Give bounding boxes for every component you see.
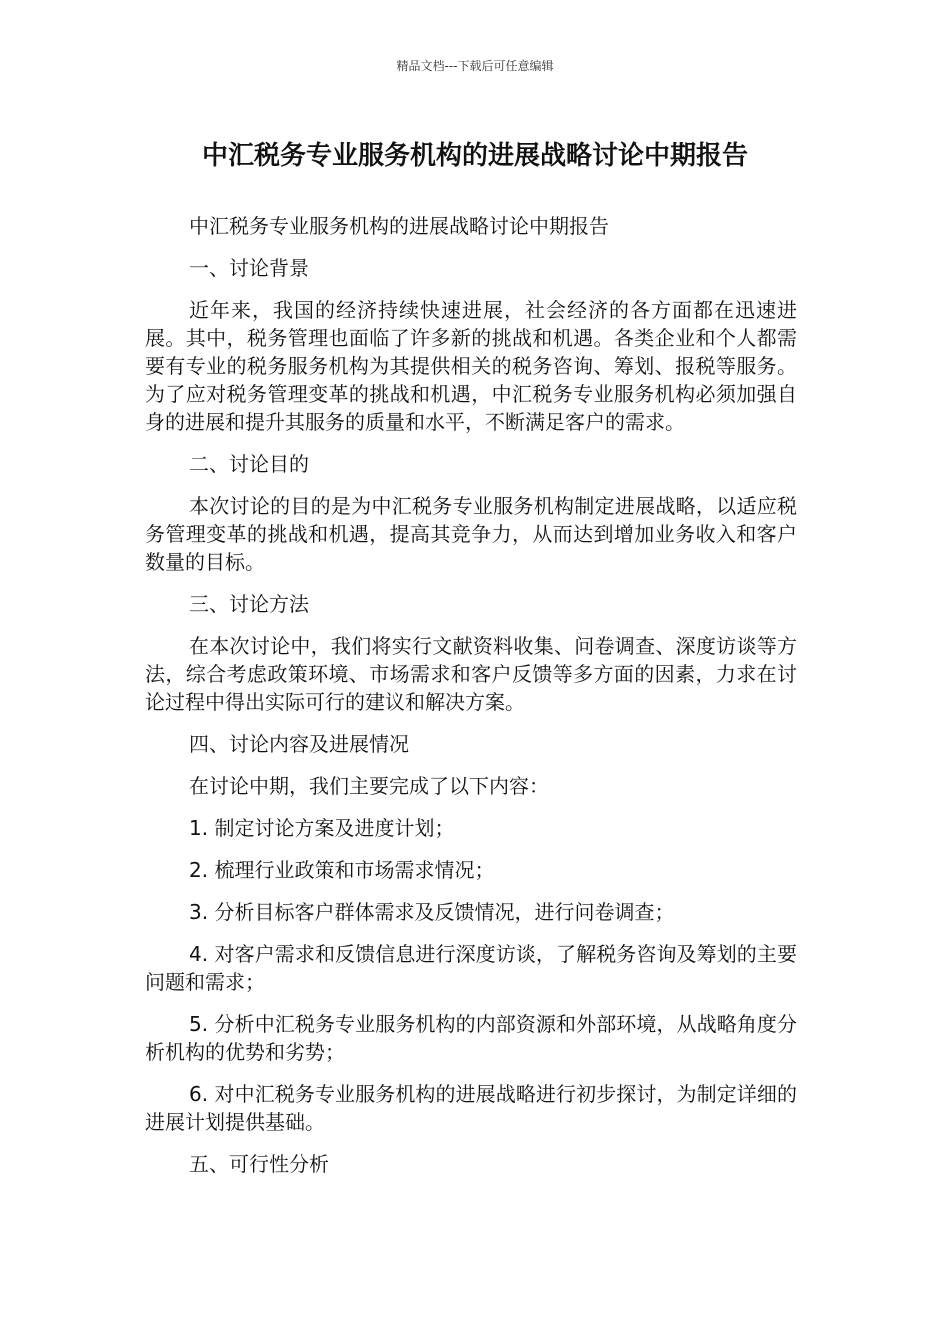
section-heading-method: 三、讨论方法	[189, 592, 309, 616]
content-intro-paragraph: 在讨论中期，我们主要完成了以下内容：	[189, 774, 549, 798]
list-item: 2. 梳理行业政策和市场需求情况；	[189, 858, 495, 882]
section-heading-feasibility: 五、可行性分析	[189, 1152, 329, 1176]
list-item: 4. 对客户需求和反馈信息进行深度访谈，了解税务咨询及筹划的主要问题和需求；	[145, 942, 797, 994]
document-body	[145, 212, 797, 1192]
purpose-paragraph: 本次讨论的目的是为中汇税务专业服务机构制定进展战略，以适应税务管理变革的挑战和机遇，提高其竞争力，从而达到增加业务收入和客户数量的目标。	[145, 494, 797, 574]
section-heading-content: 四、讨论内容及进展情况	[189, 732, 409, 756]
subtitle-paragraph: 中汇税务专业服务机构的进展战略讨论中期报告	[189, 214, 609, 238]
method-paragraph: 在本次讨论中，我们将实行文献资料收集、问卷调查、深度访谈等方法，综合考虑政策环境、市场需求和客户反馈等多方面的因素，力求在讨论过程中得出实际可行的建议和解决方案。	[145, 634, 797, 714]
list-item: 3. 分析目标客户群体需求及反馈情况，进行问卷调查；	[189, 900, 675, 924]
background-paragraph: 近年来，我国的经济持续快速进展，社会经济的各方面都在迅速进展。其中，税务管理也面临了许多新的挑战和机遇。各类企业和个人都需要有专业的税务服务机构为其提供相关的税务咨询、筹划、报税等服务。为了应对税务管理变革的挑战和机遇，中汇税务专业服务机构必须加强自身的进展和提升其服务的质量和水平，不断满足客户的需求。	[145, 298, 797, 434]
list-item: 5. 分析中汇税务专业服务机构的内部资源和外部环境，从战略角度分析机构的优势和劣势；	[145, 1012, 797, 1064]
header-note: 精品文档---下载后可任意编辑	[396, 59, 554, 73]
section-heading-purpose: 二、讨论目的	[189, 452, 309, 476]
section-heading-background: 一、讨论背景	[189, 256, 309, 280]
document-title: 中汇税务专业服务机构的进展战略讨论中期报告	[201, 141, 748, 171]
list-item: 6. 对中汇税务专业服务机构的进展战略进行初步探讨，为制定详细的进展计划提供基础。	[145, 1082, 797, 1134]
list-item: 1. 制定讨论方案及进度计划；	[189, 816, 455, 840]
